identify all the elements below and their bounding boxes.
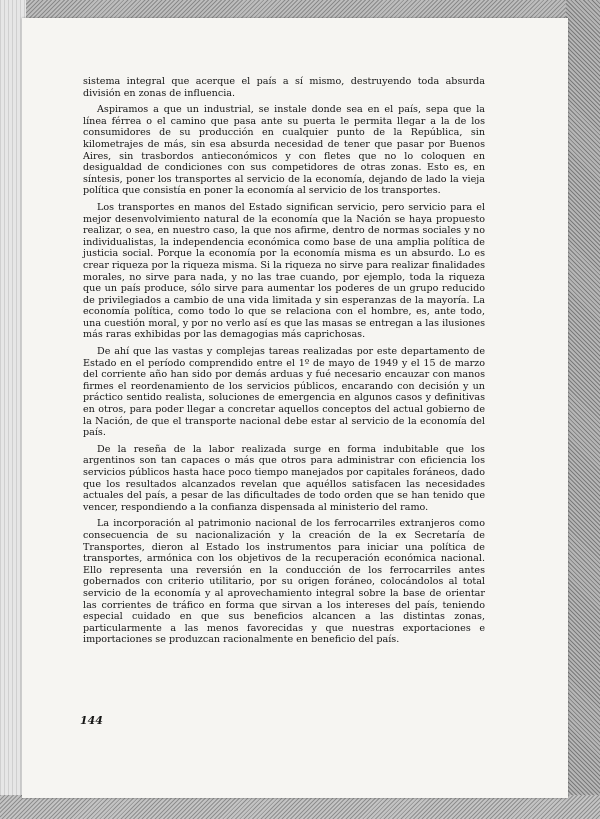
paragraph-2: Aspiramos a que un industrial, se instale donde sea en el país, sepa que la línea férrea o el camino que pasa ante su puerta le permita llegar a la de los consumidores de su producción en cualquier punto de la República, sin kilometrajes de más, sin esa absurda necesidad de tener que pasar por Buenos Aires, sin trasbordos antieconómicos y con fletes que no lo coloquen en desigualdad de condiciones con sus competidores de otras zonas. Esto es, en síntesis, poner los transportes al servicio de la economía, dejando de lado la vieja política que consistía en poner la economía al servicio de los transportes. [83, 104, 485, 197]
scan-border-bottom [0, 795, 600, 819]
scan-border-right [566, 0, 600, 819]
paragraph-1: sistema integral que acerque el país a sí mismo, destruyendo toda absurda división en zonas de influencia. [83, 76, 485, 99]
page-number: 144 [80, 714, 103, 727]
paragraph-3: Los transportes en manos del Estado significan servicio, pero servicio para el mejor desenvolvimiento natural de la economía que la Nación se haya propuesto realizar, o sea, en nuestro caso, la que nos afirme, dentro de normas sociales y no individualistas, la independencia económica como base de una amplia política de justicia social. Porque la economía por la economía misma es un absurdo. Lo es crear riqueza por la riqueza misma. Si la riqueza no sirve para realizar finalidades morales, no sirve para nada, y no las trae cuando, por ejemplo, toda la riqueza que un país produce, sólo sirve para aumentar los poderes de un grupo reducido de privilegiados a cambio de una vida limitada y sin esperanzas de la mayoría. La economía política, como todo lo que se relaciona con el hombre, es, ante todo, una cuestión moral, y por no verlo así es que las masas se entregan a las ilusiones más raras exhibidas por las demagogias más caprichosas. [83, 201, 485, 341]
body-text [83, 76, 485, 651]
paragraph-6: La incorporación al patrimonio nacional de los ferrocarriles extranjeros como consecuencia de su nacionalización y la creación de la ex Secretaría de Transportes, dieron al Estado los instrumentos para iniciar una política de transportes, armónica con los objetivos de la recuperación económica nacional. Ello representa una reversión en la conducción de los ferrocarriles antes gobernados con criterio utilitario, por su origen foráneo, colocándolos al total servicio de la economía y al aprovechamiento integral sobre la base de orientar las corrientes de tráfico en forma que sirvan a los intereses del país, teniendo especial cuidado en que sus beneficios alcancen a las distintas zonas, particularmente a las menos favorecidas y que nuestras exportaciones e importaciones se produzcan racionalmente en beneficio del país. [83, 518, 485, 646]
paragraph-4: De ahí que las vastas y complejas tareas realizadas por este departamento de Estado en el período comprendido entre el 1º de mayo de 1949 y el 15 de marzo del corriente año han sido por demás arduas y fué necesario encauzar con manos firmes el reordenamiento de los servicios públicos, encarando con decisión y un práctico sentido realista, soluciones de emergencia en algunos casos y definitivas en otros, para poder llegar a concretar aquellos conceptos del actual gobierno de la Nación, de que el transporte nacional debe estar al servicio de la economía del país. [83, 346, 485, 439]
paragraph-5: De la reseña de la labor realizada surge en forma indubitable que los argentinos son tan capaces o más que otros para administrar con eficiencia los servicios públicos hasta hace poco tiempo manejados por capitales foráneos, dado que los resultados alcanzados revelan que aquéllos satisfacen las necesidades actuales del país, a pesar de las dificultades de todo orden que se han tenido que vencer, respondiendo a la confianza dispensada al ministerio del ramo. [83, 443, 485, 513]
